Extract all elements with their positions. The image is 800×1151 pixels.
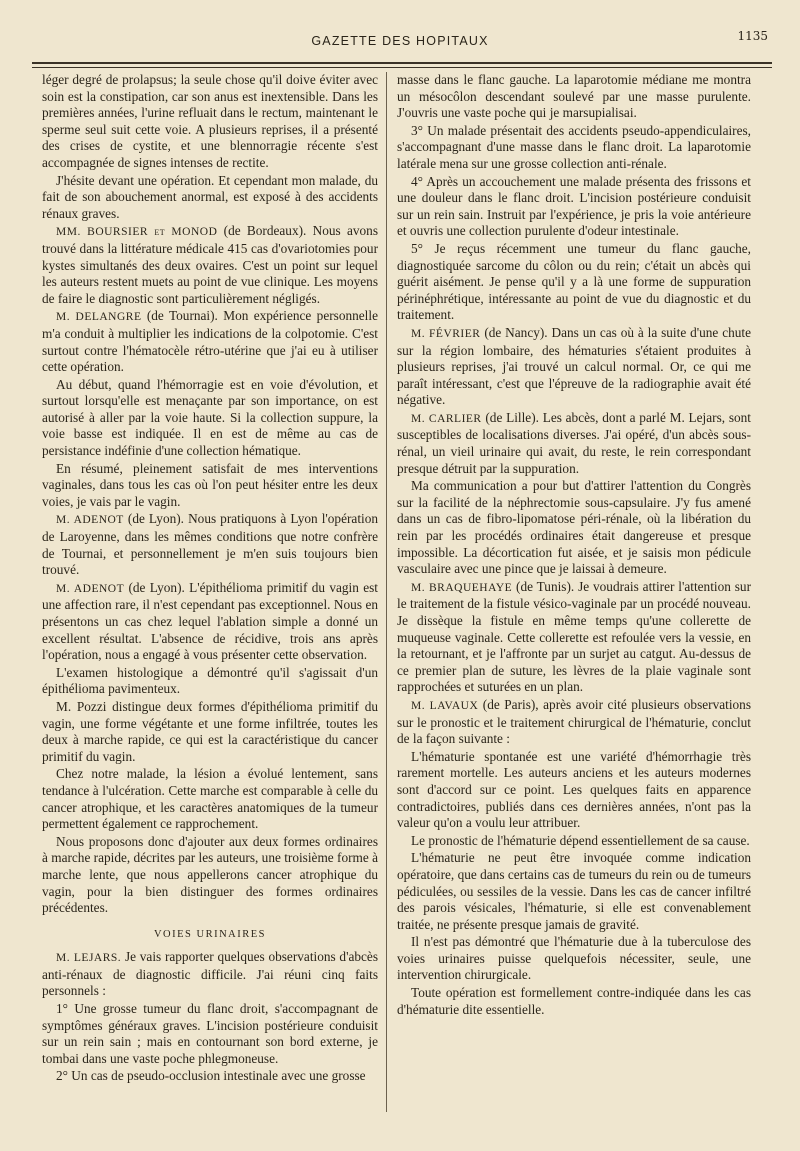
paragraph-text: M. Pozzi distingue deux formes d'épithélioma primitif du vagin, une forme végétante et une forme infiltrée, toutes les deux à marche rapide, ce qui est la caractéristique du cancer primitif du vagin. [42,698,378,764]
paragraph [397,241,751,324]
speaker-paragraph [42,308,378,375]
paragraph-text: L'épithélioma primitif du vagin est une affection rare, il n'est cependant pas exceptionnel. Nous en présentons un cas chez lequel l'ablation simple a donné un excellent résultat. L'absence de récidive, trois ans après l'opération, nous a engagé à vous présenter cette observation. [42,579,378,663]
paragraph-text: 4° Après un accouchement une malade présenta des frissons et une douleur dans le flanc droit. L'incision postérieure conduisit sur un rein sain. Instruit par l'expérience, je pris la voie antérieure et ouvris une collection purulente d'odeur intestinale. [397,173,751,239]
paragraph [42,1001,378,1067]
paragraph [42,834,378,917]
paragraph-text: après avoir cité plusieurs observations sur le pronostic et le traitement chirurgical de l'hématurie, conclut de la façon suivante : [397,696,751,747]
speaker-place: (de Lyon). [123,511,185,527]
left-column [42,72,378,1086]
paragraph-text: J'hésite devant une opération. Et cependant mon malade, du fait de son abouchement anormal, est exposé à des accidents rénaux graves. [42,172,378,221]
paragraph [42,699,378,765]
paragraph-text: 1° Une grosse tumeur du flanc droit, s'accompagnant de symptômes généraux graves. L'incision postérieure conduisit sur un rein sain ; mais en contournant son bord externe, je tombai dans une vaste poche phlegmoneuse. [42,1001,378,1066]
paragraph-text: 5° Je reçus récemment une tumeur du flanc gauche, diagnostiquée sarcome du côlon ou du rein; c'était un abcès qui guérit aisément. Je pense qu'il y a là une forme de suppuration périnéphrétique, intéressante au point de vue du diagnostic et du traitement. [397,240,751,323]
paragraph-text: léger degré de prolapsus; la seule chose qu'il doive éviter avec soin est la constipation, car son anus est inextensible. Dans les premières années, l'urine refluait dans le rectum, maintenant le sperme seul suit cette voie. A plusieurs reprises, il a présenté des crises de cystite, et une blennorragie récente s'est accompagnée de signes intenses de rectite. [42,72,378,170]
speaker-name: M. ADENOT [56,582,125,595]
paragraph [397,850,751,933]
header-rule-thick [32,62,772,64]
paragraph-text: Le pronostic de l'hématurie dépend essentiellement de sa cause. [411,832,750,848]
paragraph-text: Les abcès, dont a parlé M. Lejars, sont susceptibles de localisations diverses. J'ai opéré, d'un abcès sous-rénal, un vieil urinaire qui avait, du reste, le rein correspondant presque détruit par la suppuration. [397,409,751,476]
paragraph [42,766,378,832]
speaker-name: M. BRAQUEHAYE [411,581,513,594]
section-heading: VOIES URINAIRES [153,928,267,940]
paragraph-text: Ma communication a pour but d'attirer l'attention du Congrès sur la facilité de la néphrectomie sous-capsulaire. J'y fus amené dans un cas de fibro-lipomatose péri-rénale, où la libération du rein par les procédés ordinaires était dangereuse et presque impossible. La décortication fut aisée, et je saisis mon pédicule vasculaire avec une pince que je laissai à demeure. [397,478,751,577]
paragraph [397,833,751,850]
page-number: 1135 [737,29,768,43]
speaker-paragraph [397,697,751,748]
speaker-name: M. ADENOT [56,514,124,527]
journal-title: GAZETTE DES HOPITAUX [311,34,489,48]
paragraph-text: Nous avons trouvé dans la littérature médicale 415 cas d'ovariotomies pour kystes simultanés des deux ovaires. C'est un point sur lequel les auteurs restent muets au point de vue clinique. Les moyens de faire le diagnostic sont particulièrement négligés. [42,223,378,306]
speaker-name: M. LEJARS. [56,952,122,965]
paragraph-text: Chez notre malade, la lésion a évolué lentement, sans tendance à l'ulcération. Cette marche est comparable à celle du cancer atrophique, et les caractères anatomiques de la tumeur permettent également ce rapprochement. [42,766,378,832]
speaker-name: M. DELANGRE [56,311,142,324]
paragraph [397,934,751,984]
paragraph [397,985,751,1018]
paragraph [397,174,751,240]
speaker-paragraph [42,580,378,664]
paragraph-text: Nous pratiquons à Lyon l'opération de Laroyenne, dans les mêmes conditions que notre confrère de Tournai, et personnellement je m'en suis toujours bien trouvé. [42,511,378,578]
paragraph [397,749,751,832]
speaker-place: (de Bordeaux). [217,223,307,239]
paragraph-text: 2° Un cas de pseudo-occlusion intestinale avec une grosse [56,1068,366,1084]
paragraph-text: Je vais rapporter quelques observations d'abcès anti-rénaux de diagnostic difficile. J'ai réuni cinq faits personnels : [42,949,379,999]
paragraph-text: masse dans le flanc gauche. La laparotomie médiane me montra un mésocôlon descendant soulevé par une masse purulente. J'ouvris une vaste poche qui je marsupialisai. [397,72,751,121]
paragraph [397,478,751,578]
paragraph [42,173,378,223]
page-header [30,26,770,52]
paragraph-text: Je voudrais attirer l'attention sur le traitement de la fistule vésico-vaginale par un procédé nouveau. Je dissèque la fistule en même temps qu'une collerette de muqueuse vaginale. Cette collerette est refoulée vers la vessie, en la retournant, et je l'affronte par un surjet au catgut. Au-dessus de ce premier plan de suture, les lèvres de la plaie vaginale sont rapprochées et suturées en un plan. [397,578,751,695]
paragraph-text: Toute opération est formellement contre-indiquée dans les cas d'hématurie dite essentielle. [397,985,751,1017]
speaker-name: M. FÉVRIER [411,327,481,340]
paragraph [42,665,378,698]
paragraph-text: L'examen histologique a démontré qu'il s'agissait d'un épithélioma pavimenteux. [42,664,378,697]
speaker-place: (de Lyon). [124,579,185,595]
paragraph-text: L'hématurie spontanée est une variété d'hémorrhagie très rarement mortelle. Les auteurs anciens et les auteurs modernes sont d'accord sur ce point. Les quelques faits en apparence contradictoires, publiés dans ces dernières années, n'ont pas la valeur qu'on a voulu leur attribuer. [397,748,751,831]
paragraph-text: Dans un cas où à la suite d'une chute sur la région lombaire, des hématuries s'étaient produites à plusieurs reprises, j'ai trouvé un calcul normal. Or, ce qui me paraît intéressant, c'est que l'épreuve de la radiographie avait été négative. [397,324,751,408]
paragraph [42,1068,378,1085]
column-divider [386,72,387,1112]
speaker-place: (de Lille). [481,409,539,425]
speaker-paragraph [397,410,751,477]
speaker-name: M. LAVAUX [411,699,479,712]
paragraph-text: En résumé, pleinement satisfait de mes interventions vaginales, dans tous les cas où l'on peut hésiter entre les deux voies, je vais par le vagin. [42,460,378,509]
speaker-name: M. CARLIER [411,412,482,425]
speaker-place: (de Paris), [478,696,539,712]
speaker-paragraph [397,579,751,696]
speaker-place: (de Nancy). [480,324,548,340]
paragraph [397,72,751,122]
paragraph-text: 3° Un malade présentait des accidents pseudo-appendiculaires, s'accompagnant d'une masse dans le flanc droit. La laparotomie latérale mena sur une grosse collection anti-rénale. [397,122,751,171]
paragraph [42,461,378,511]
speaker-paragraph [42,511,378,578]
speaker-place: (de Tunis). [512,578,575,594]
paragraph-text: L'hématurie ne peut être invoquée comme indication opératoire, que dans certains cas de tumeurs du rein ou de tumeurs pédiculées, ou sessiles de la vessie. Dans les cas de cancer infiltré des parois vésicales, l'hématurie, si elle est convenablement traitée, ne présente presque jamais de gravité. [397,850,751,932]
paragraph [42,377,378,460]
paragraph-text: Nous proposons donc d'ajouter aux deux formes ordinaires à marche rapide, décrites par les auteurs, une troisième forme à marche lente, que nous appellerons cancer atrophique du vagin, pour la bien distinguer des formes ordinaires précédentes. [42,833,378,916]
speaker-name: MM. BOURSIER et MONOD [56,226,218,239]
right-column [397,72,751,1019]
paragraph [42,72,378,172]
paragraph-text: Il n'est pas démontré que l'hématurie due à la tuberculose des voies urinaires puisse quelquefois nécessiter, seule, une intervention chirurgicale. [397,934,751,983]
paragraph-text: Mon expérience personnelle m'a conduit à multiplier les indications de la colpotomie. C'est surtout contre l'hématocèle rétro-utérine que j'ai eu à utiliser cette opération. [42,308,378,375]
paragraph-text: Au début, quand l'hémorragie est en voie d'évolution, et surtout lorsqu'elle est menaçante par son importance, on est autorisé à aller par la voie haute. Si la collection suppure, la voie basse est indiquée. Il en est de même au cas de persistance indéfinie d'une collection hématique. [42,376,378,459]
header-rule-thin [32,67,772,68]
speaker-place: (de Tournai). [141,308,218,324]
paragraph [397,123,751,173]
speaker-paragraph [42,949,378,1000]
speaker-paragraph [397,325,751,409]
speaker-paragraph [42,223,378,307]
